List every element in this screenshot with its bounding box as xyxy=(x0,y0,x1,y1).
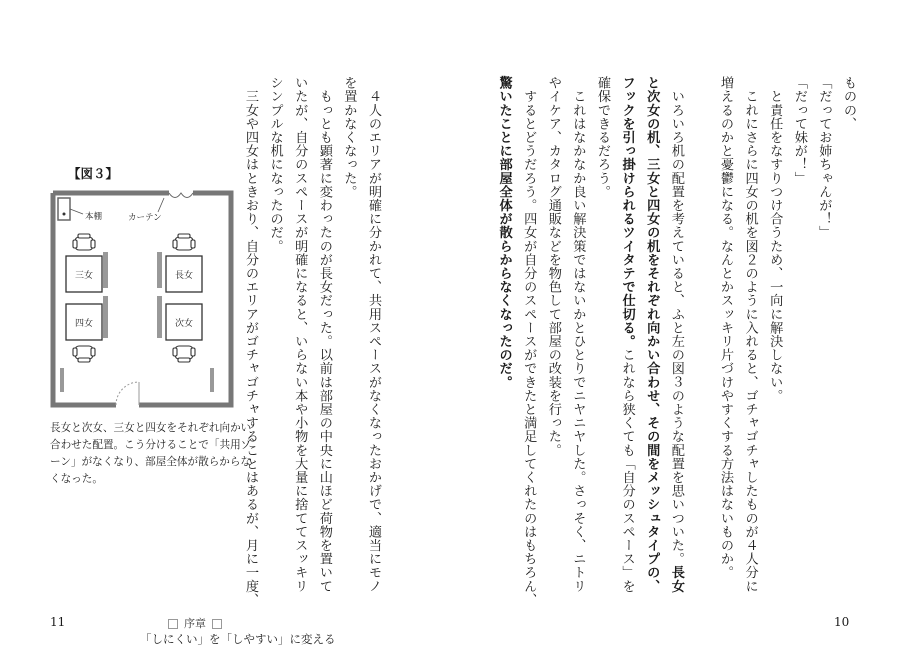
text-run: と責任をなすりつけ合うため、一向に解決しない。 xyxy=(767,76,783,403)
left-page-line xyxy=(336,76,358,198)
text-run: これにさらに四女の机を図２のように入れると、ゴチャゴチャしたものが４人分に xyxy=(742,76,758,593)
square-ornament-icon xyxy=(168,619,178,629)
bold-text: 長女 xyxy=(668,565,684,593)
desk-label-chojo: 長女 xyxy=(174,271,194,281)
figure-label: 【図３】 xyxy=(68,166,119,181)
square-ornament-icon xyxy=(212,619,222,629)
partition-left-mid xyxy=(103,296,108,338)
bold-text: と次女の机、三女と四女の机をそれぞれ向かい合わせ、その間をメッシュタイプの、 xyxy=(644,76,660,593)
text-run: 増えるのかと憂鬱になる。なんとかスッキリ片づけやすくする方法はないものか。 xyxy=(718,76,733,580)
text-run: 「だって妹が！」 xyxy=(791,76,807,185)
text-run: 三女や四女はときおり、自分のエリアがゴチャゴチャすることはあるが、月に一度、 xyxy=(243,76,258,607)
curtain-label: カーテン xyxy=(128,213,162,223)
right-page-line xyxy=(762,76,784,402)
right-page-line xyxy=(541,76,563,457)
chapter-label xyxy=(162,615,228,631)
left-page-line xyxy=(238,76,260,606)
left-page-line xyxy=(312,76,334,593)
text-run: やイケア、カタログ通販などを物色して部屋の改装を行った。 xyxy=(545,76,561,457)
page-number-right: 10 xyxy=(834,615,850,629)
right-page-line xyxy=(492,76,514,389)
book-title: 「しにくい」を「しやすい」に変える xyxy=(140,632,336,646)
chair-yonjo xyxy=(73,346,95,362)
room-diagram xyxy=(50,190,234,408)
room-walls xyxy=(53,193,231,405)
text-run: を置かなくなった。 xyxy=(341,76,357,199)
right-page-line xyxy=(713,76,735,579)
partition-right-top xyxy=(157,252,162,288)
partition-right-mid xyxy=(157,296,162,338)
right-page-line xyxy=(738,76,760,593)
chairs xyxy=(73,234,195,362)
right-page-line xyxy=(787,76,809,185)
text-run: これなら狭くても「自分のスペース」を xyxy=(619,348,635,593)
right-page-line xyxy=(664,76,686,593)
chair-jijo xyxy=(173,346,195,362)
partition-right-low xyxy=(210,368,214,392)
door-swing xyxy=(116,382,139,405)
text-run: いろいろ机の配置を考えていると、ふと左の図３のような配置を思いついた。 xyxy=(668,76,684,566)
partition-left-top xyxy=(103,252,108,288)
right-page-line xyxy=(590,76,612,198)
bold-text: 驚いたことに部屋全体が散らからなくなったのだ。 xyxy=(496,76,512,389)
right-page-line xyxy=(565,76,587,593)
bold-text: フックを引っ掛けられるツイタテで仕切る。 xyxy=(619,76,635,348)
desk-label-sanjo: 三女 xyxy=(74,271,94,281)
page-number-left: 11 xyxy=(50,615,66,629)
right-page-line xyxy=(836,76,858,130)
bookshelf-label: 本棚 xyxy=(85,212,103,222)
text-run: これはなかなか良い解決策ではないかとひとりでニヤニヤした。さっそく、ニトリ xyxy=(570,76,586,593)
left-page-line xyxy=(287,76,309,593)
text-run: シンプルな机になったのだ。 xyxy=(267,76,283,253)
right-page-line xyxy=(615,76,637,593)
bookshelf xyxy=(58,198,70,220)
desk-label-yonjo: 四女 xyxy=(74,319,94,329)
text-run: いたが、自分のスペースが明確になると、いらない本や小物を大量に捨ててスッキリ xyxy=(292,76,308,593)
chair-chojo xyxy=(173,234,195,250)
text-run: 確保できるだろう。 xyxy=(595,76,610,199)
chapter-text: 序章 xyxy=(184,617,206,630)
left-page-line xyxy=(263,76,285,253)
text-run: もっとも顕著に変わったのが長女だった。以前は部屋の中央に山ほど荷物を置いて xyxy=(316,76,332,593)
curtain-rail xyxy=(169,193,193,198)
text-run: ものの、 xyxy=(841,76,856,131)
right-page-line xyxy=(811,76,833,239)
figure-caption: 長女と次女、三女と四女をそれぞれ向かい合わせた配置。こう分けることで「共用ゾーン」がなくなり、部屋全体が散らからなくなった。 xyxy=(50,422,252,485)
partition-left-low xyxy=(60,368,64,392)
left-page-line xyxy=(361,76,383,593)
chair-sanjo xyxy=(73,234,95,250)
right-page-line xyxy=(639,76,661,593)
text-run: 「だってお姉ちゃんが！」 xyxy=(816,76,832,240)
desk-label-jijo: 次女 xyxy=(174,319,194,329)
text-run: するとどうだろう。四女が自分のスペースができたと満足してくれたのはもちろん、 xyxy=(521,76,537,607)
text-run: ４人のエリアが明確に分かれて、共用スペースがなくなったおかげで、適当にモノ xyxy=(366,76,381,593)
right-page-line xyxy=(516,76,538,606)
